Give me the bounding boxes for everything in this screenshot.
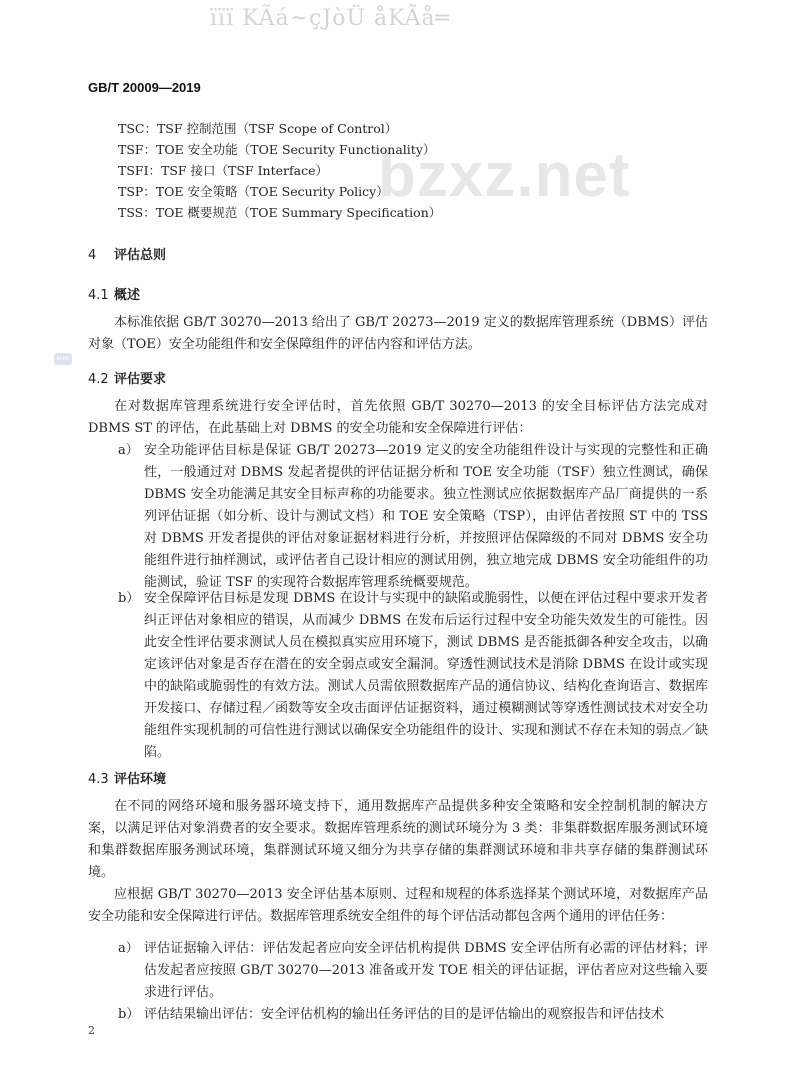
page-number: 2 — [88, 1024, 95, 1037]
list-text: 安全功能评估目标是保证 GB/T 20273—2019 定义的安全功能组件设计与实现的完整性和正确性，一般通过对 DBMS 发起者提供的评估证据分析和 TOE 安全功能（TSF）独立性测试，确保 DBMS 安全功能满足其安全目标声称的功能要求。独立性测试应依据数据库产品厂商提供的一系列评估证据（如分析、设计与测试文档）和 TOE 安全策略（TSP），由评估者按照 ST 中的 TSS 对 DBMS 开发者提供的评估对象证据材料进行分析，并按照评估保障级的不同对 DBMS 安全功能组件进行抽样测试，或评估者自己设计相应的测试用例，独立地完成 DBMS 安全功能组件的功能测试，验证 TSF 的实现符合数据库管理系统概要规范。 — [144, 443, 708, 590]
list-text: 评估证据输入评估：评估发起者应向安全评估机构提供 DBMS 安全评估所有必需的评估材料；评估发起者应按照 GB/T 30270—2013 准备或开发 TOE 相关的评估证据，评估者应对这些输入要求进行评估。 — [144, 941, 708, 1000]
section-title: 评估要求 — [114, 372, 167, 387]
watermark: bzxz.net — [378, 141, 631, 210]
abbreviation-item: TSP：TOE 安全策略（TOE Security Policy） — [118, 184, 389, 199]
list-label: a） — [118, 443, 139, 458]
list-label: b） — [118, 591, 140, 606]
list-item-4-3-a — [118, 938, 708, 1004]
paragraph-4-3-2: 应根据 GB/T 30270—2013 安全评估基本原则、过程和规程的体系选择某个测试环境，对数据库产品安全功能和安全保障进行评估。数据库管理系统安全组件的每个评估活动都包含两个通用的评估任务： — [88, 887, 708, 924]
section-title: 评估环境 — [114, 772, 167, 787]
list-label: a） — [118, 941, 139, 956]
section-4-3-heading — [88, 768, 166, 787]
abbreviation-list — [118, 118, 441, 223]
list-item-4-2-a — [118, 440, 708, 594]
header-garbled-text: ïïï KÃá~çJòÜ åKÃå═ — [210, 6, 450, 31]
section-number: 4.2 — [88, 372, 109, 387]
section-title: 评估总则 — [114, 248, 167, 263]
section-4-heading — [88, 244, 166, 263]
list-item-4-3-b — [118, 1004, 708, 1026]
paragraph-4-1: 本标准依据 GB/T 30270—2013 给出了 GB/T 20273—2019 定义的数据库管理系统（DBMS）评估对象（TOE）安全功能组件和安全保障组件的评估内容和评估方法。 — [88, 315, 708, 352]
section-4-2-heading — [88, 368, 166, 387]
side-stamp-icon: scnc — [54, 353, 72, 365]
list-text: 评估结果输出评估：安全评估机构的输出任务评估的目的是评估输出的观察报告和评估技术 — [144, 1007, 665, 1022]
section-number: 4.1 — [88, 288, 109, 303]
list-label: b） — [118, 1007, 140, 1022]
section-title: 概述 — [114, 288, 141, 303]
list-item-4-2-b — [118, 588, 708, 764]
section-4-1-heading — [88, 284, 140, 303]
abbreviation-item: TSS：TOE 概要规范（TOE Summary Specification） — [118, 205, 442, 220]
list-text: 安全保障评估目标是发现 DBMS 在设计与实现中的缺陷或脆弱性，以便在评估过程中要求开发者纠正评估对象相应的错误，从而减少 DBMS 在发布后运行过程中安全功能失效发生的可能性。因此安全性评估要求测试人员在模拟真实应用环境下，测试 DBMS 是否能抵御各种安全攻击，以确定该评估对象是否存在潜在的安全弱点或安全漏洞。穿透性测试技术是消除 DBMS 在设计或实现中的缺陷或脆弱性的有效方法。测试人员需依照数据库产品的通信协议、结构化查询语言、数据库开发接口、存储过程／函数等安全攻击面评估证据资料，通过模糊测试等穿透性测试技术对安全功能组件实现机制的可信性进行测试以确保安全功能组件的设计、实现和测试不存在未知的弱点／缺陷。 — [144, 591, 708, 760]
paragraph-4-2: 在对数据库管理系统进行安全评估时，首先依照 GB/T 30270—2013 的安全目标评估方法完成对 DBMS ST 的评估，在此基础上对 DBMS 的安全功能和安全保障进行评估： — [88, 399, 708, 436]
abbreviation-item: TSC：TSF 控制范围（TSF Scope of Control） — [118, 121, 398, 136]
paragraph-4-3-1: 在不同的网络环境和服务器环境支持下，通用数据库产品提供多种安全策略和安全控制机制的解决方案，以满足评估对象消费者的安全要求。数据库管理系统的测试环境分为 3 类：非集群数据库服务测试环境和集群数据库服务测试环境，集群测试环境又细分为共享存储的集群测试环境和非共享存储的集群测试环境。 — [88, 799, 708, 880]
section-number: 4.3 — [88, 772, 109, 787]
standard-number: GB/T 20009—2019 — [88, 80, 201, 95]
abbreviation-item: TSF：TOE 安全功能（TOE Security Functionality） — [118, 142, 436, 157]
section-number: 4 — [88, 248, 97, 263]
abbreviation-item: TSFI：TSF 接口（TSF Interface） — [118, 163, 328, 178]
